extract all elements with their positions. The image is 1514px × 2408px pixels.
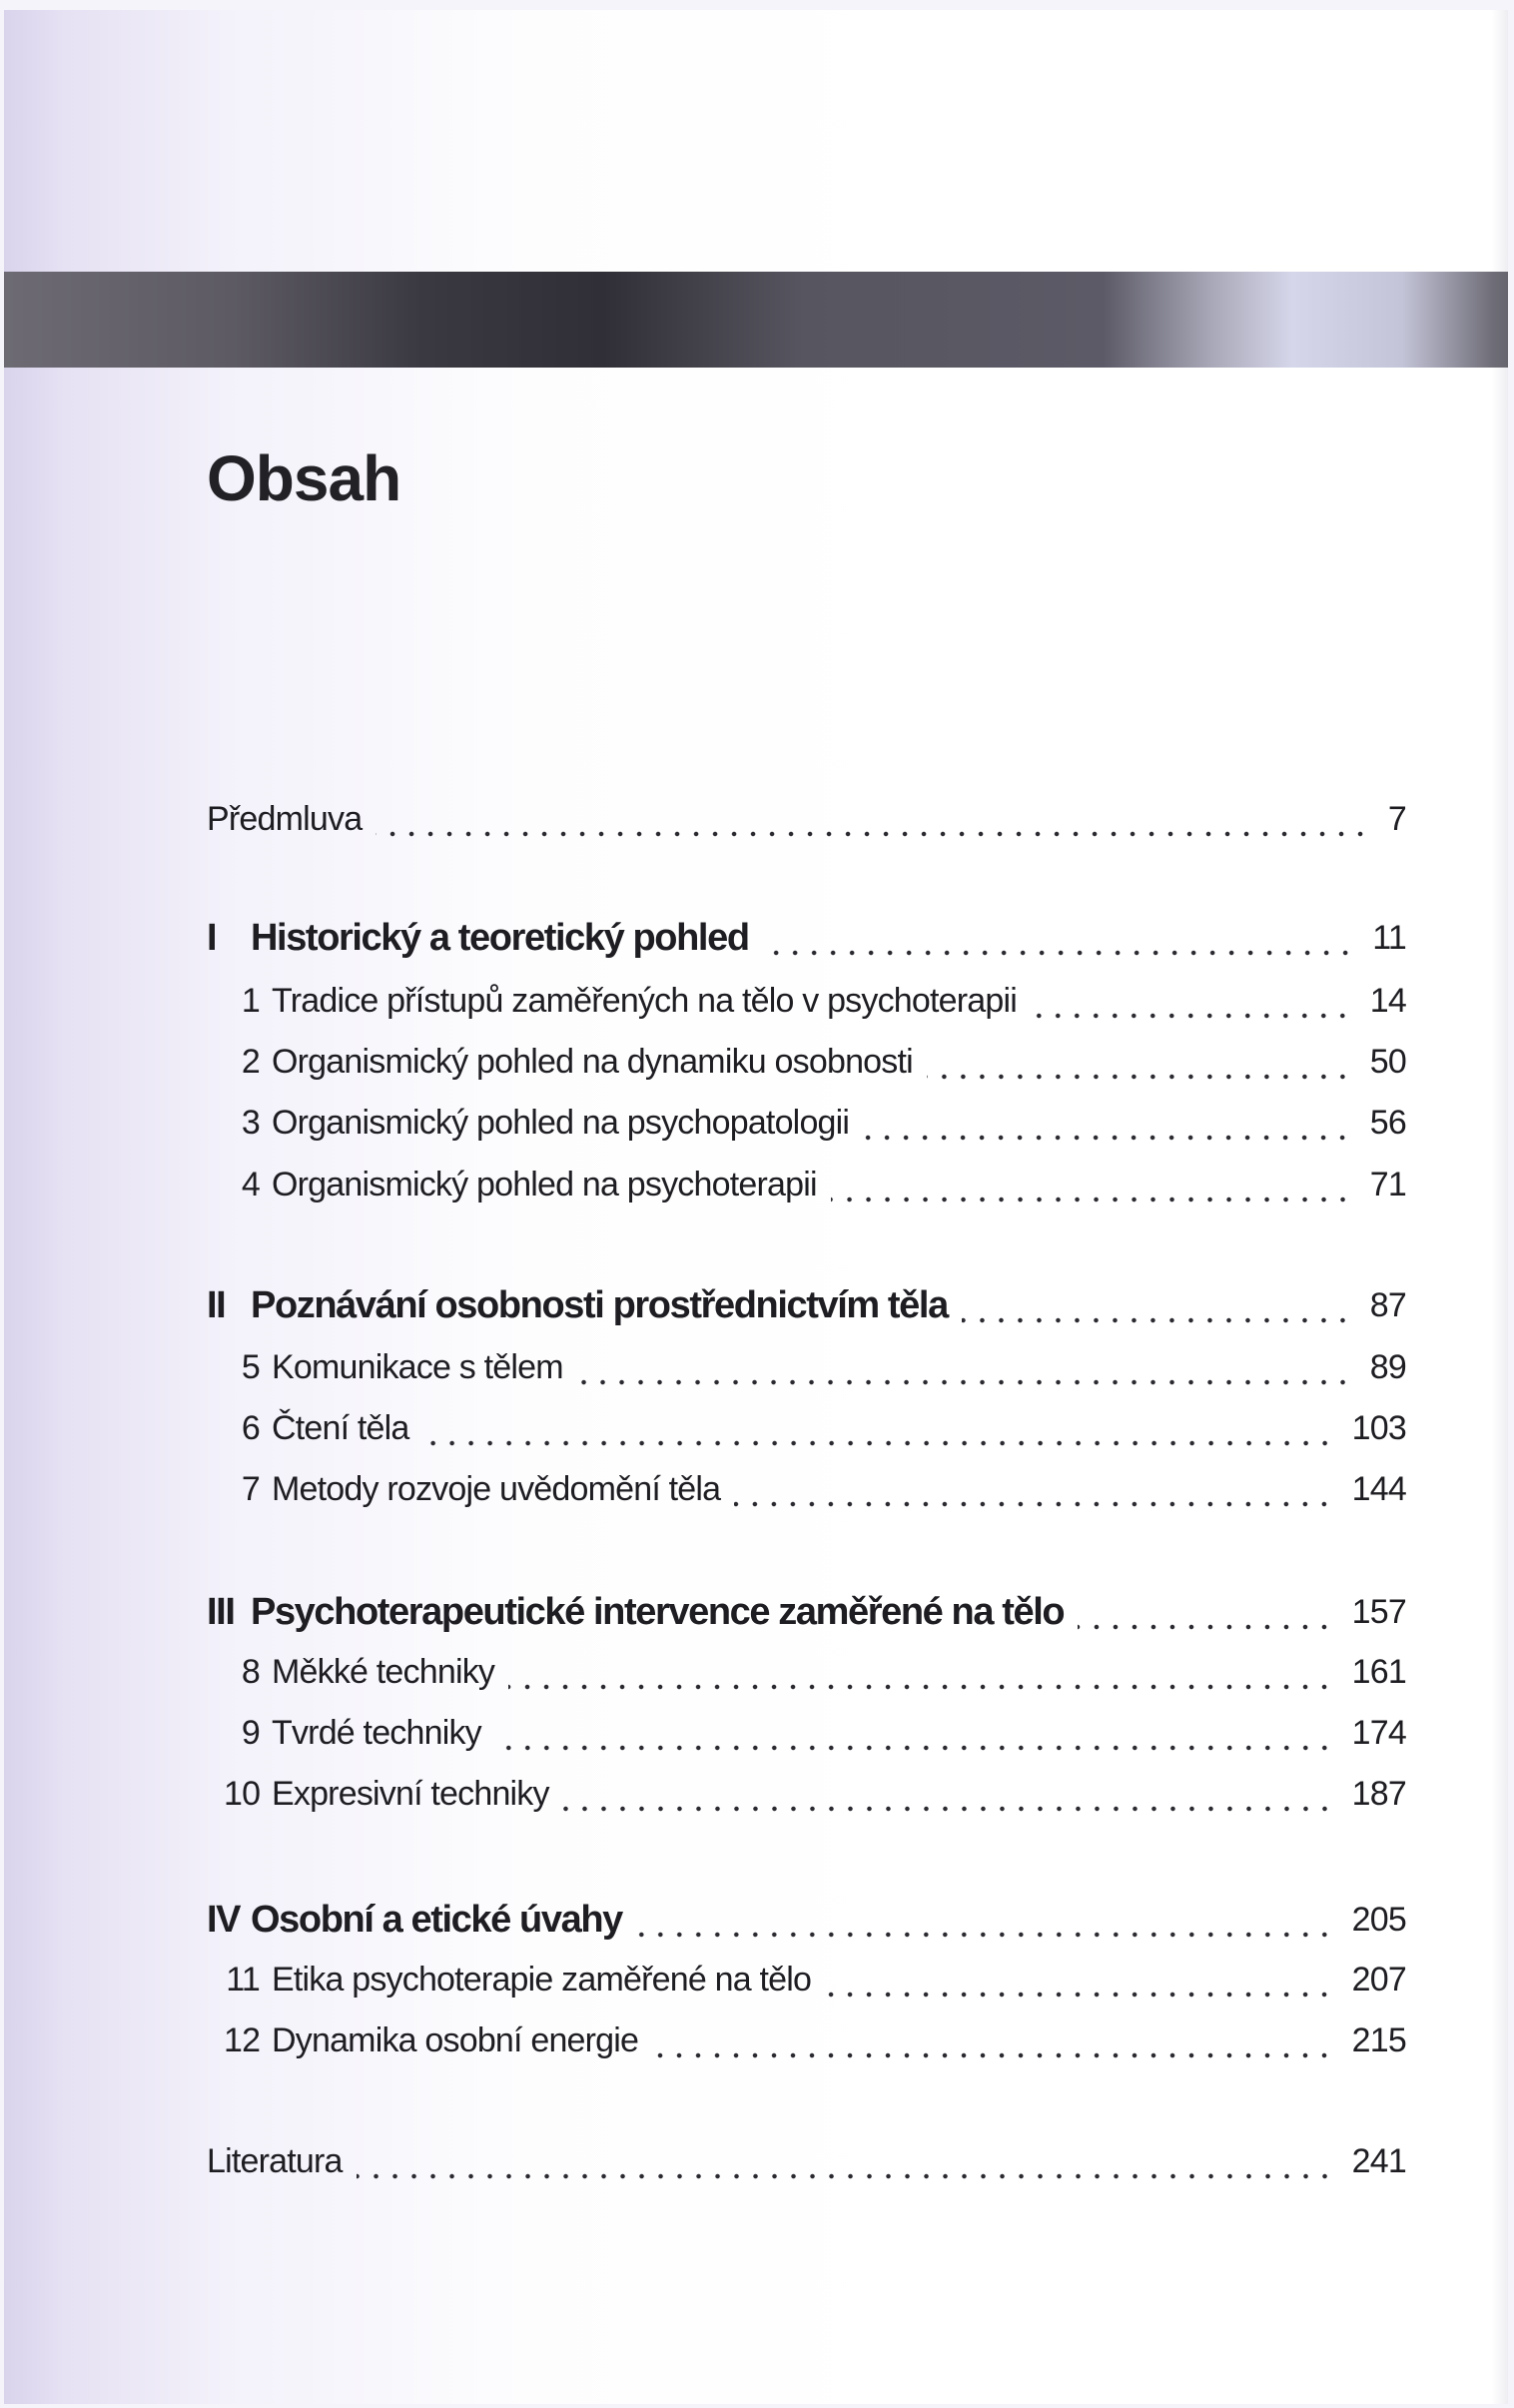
chapter-number: 3 — [241, 1103, 260, 1142]
toc-part-title — [207, 917, 763, 960]
toc-chapter-title — [224, 1653, 508, 1692]
chapter-number: 8 — [241, 1652, 260, 1691]
dot-leader — [763, 923, 1355, 963]
toc-chapter-2[interactable] — [224, 1037, 1406, 1087]
toc-chapter-title — [224, 1348, 577, 1387]
toc-chapter-4[interactable] — [224, 1160, 1406, 1209]
chapter-number: 5 — [241, 1347, 260, 1386]
part-label: Historický a teoretický pohled — [251, 916, 749, 959]
part-label: Psychoterapeutické intervence zaměřené na tělo — [251, 1590, 1065, 1633]
toc-entry-label: Literatura — [207, 2141, 343, 2180]
toc-part-title — [207, 1284, 962, 1327]
toc-chapter-title — [224, 982, 1031, 1021]
chapter-label: Organismický pohled na dynamiku osobnosti — [272, 1042, 913, 1081]
dot-leader — [357, 2146, 1334, 2186]
toc-page-number: 56 — [1369, 1103, 1406, 1142]
chapter-number: 2 — [241, 1042, 260, 1081]
toc-page-number: 215 — [1351, 2020, 1406, 2059]
part-label: Poznávání osobnosti prostřednictvím těla — [251, 1283, 948, 1326]
chapter-number: 4 — [241, 1165, 260, 1204]
toc-chapter-title — [224, 1166, 831, 1204]
toc-part-2[interactable] — [207, 1280, 1406, 1330]
chapter-label: Čtení těla — [272, 1408, 409, 1447]
toc-entry-label: Předmluva — [207, 799, 363, 838]
dot-leader — [831, 1170, 1352, 1209]
dot-leader — [376, 804, 1370, 844]
toc-page-number: 241 — [1351, 2141, 1406, 2180]
toc-part-title — [207, 1899, 636, 1942]
toc-page-number: 87 — [1369, 1285, 1406, 1324]
toc-page-number: 89 — [1369, 1347, 1406, 1386]
part-numeral: III — [207, 1590, 235, 1633]
dot-leader — [927, 1047, 1352, 1087]
toc-chapter-title — [224, 1470, 734, 1509]
toc-page-number: 103 — [1351, 1408, 1406, 1447]
toc-page-number: 161 — [1351, 1652, 1406, 1691]
dot-leader — [423, 1413, 1334, 1453]
toc-chapter-title — [224, 1961, 825, 2000]
part-numeral: I — [207, 916, 217, 959]
toc-chapter-9[interactable] — [224, 1708, 1406, 1758]
toc-part-title — [207, 1591, 1078, 1634]
header-band — [4, 272, 1508, 368]
toc-page-number: 7 — [1387, 799, 1406, 838]
dot-leader — [962, 1290, 1352, 1330]
toc-page-number: 11 — [1372, 918, 1406, 957]
dot-leader — [1031, 986, 1352, 1026]
toc-chapter-5[interactable] — [224, 1342, 1406, 1392]
dot-leader — [563, 1779, 1334, 1819]
part-numeral: IV — [207, 1898, 241, 1941]
toc-page-number: 71 — [1369, 1165, 1406, 1204]
chapter-label: Etika psychoterapie zaměřené na tělo — [272, 1960, 812, 1999]
chapter-number: 6 — [241, 1408, 260, 1447]
toc-chapter-11[interactable] — [224, 1955, 1406, 2005]
toc-chapter-title — [224, 2021, 652, 2060]
chapter-label: Tradice přístupů zaměřených na tělo v psychoterapii — [272, 981, 1017, 1020]
toc-chapter-6[interactable] — [224, 1403, 1406, 1453]
toc-page-number: 157 — [1351, 1592, 1406, 1631]
dot-leader — [734, 1474, 1333, 1514]
toc-page-number: 174 — [1351, 1713, 1406, 1752]
dot-leader — [1078, 1597, 1333, 1637]
toc-part-4[interactable] — [207, 1895, 1406, 1945]
chapter-number: 7 — [241, 1469, 260, 1508]
chapter-number: 12 — [224, 2020, 261, 2059]
toc-page-number: 205 — [1351, 1900, 1406, 1939]
dot-leader — [863, 1108, 1352, 1148]
toc-chapter-title — [224, 1775, 563, 1814]
toc-chapter-title — [224, 1104, 863, 1143]
toc-page-number: 187 — [1351, 1774, 1406, 1813]
chapter-label: Tvrdé techniky — [272, 1713, 481, 1752]
chapter-number: 1 — [241, 981, 260, 1020]
toc-chapter-8[interactable] — [224, 1647, 1406, 1697]
toc-part-3[interactable] — [207, 1587, 1406, 1637]
toc-chapter-12[interactable] — [224, 2015, 1406, 2065]
part-label: Osobní a etické úvahy — [251, 1898, 622, 1941]
toc-chapter-3[interactable] — [224, 1098, 1406, 1148]
part-numeral: II — [207, 1283, 226, 1326]
toc-entry-front[interactable] — [207, 794, 1406, 844]
chapter-label: Dynamika osobní energie — [272, 2020, 639, 2059]
toc-chapter-title — [224, 1043, 927, 1082]
chapter-number: 10 — [224, 1774, 261, 1813]
chapter-label: Organismický pohled na psychopatologii — [272, 1103, 850, 1142]
chapter-number: 9 — [241, 1713, 260, 1752]
chapter-label: Měkké techniky — [272, 1652, 495, 1691]
book-page — [4, 10, 1508, 2404]
chapter-label: Komunikace s tělem — [272, 1347, 563, 1386]
chapter-number: 11 — [226, 1960, 260, 1999]
page-title: Obsah — [207, 442, 401, 514]
toc-chapter-title — [224, 1714, 495, 1753]
chapter-label: Metody rozvoje uvědomění těla — [272, 1469, 721, 1508]
toc-chapter-7[interactable] — [224, 1464, 1406, 1514]
toc-page-number: 14 — [1369, 981, 1406, 1020]
toc-page-number: 50 — [1369, 1042, 1406, 1081]
toc-entry-back[interactable] — [207, 2136, 1406, 2186]
toc-chapter-1[interactable] — [224, 976, 1406, 1026]
toc-part-1[interactable] — [207, 913, 1406, 963]
dot-leader — [508, 1657, 1334, 1697]
toc-page-number: 144 — [1351, 1469, 1406, 1508]
chapter-label: Organismický pohled na psychoterapii — [272, 1165, 817, 1204]
toc-chapter-10[interactable] — [224, 1769, 1406, 1819]
dot-leader — [652, 2025, 1334, 2065]
dot-leader — [577, 1352, 1352, 1392]
chapter-label: Expresivní techniky — [272, 1774, 549, 1813]
dot-leader — [825, 1965, 1334, 2005]
toc-chapter-title — [224, 1409, 423, 1448]
toc-page-number: 207 — [1351, 1960, 1406, 1999]
dot-leader — [495, 1718, 1334, 1758]
dot-leader — [636, 1905, 1334, 1945]
